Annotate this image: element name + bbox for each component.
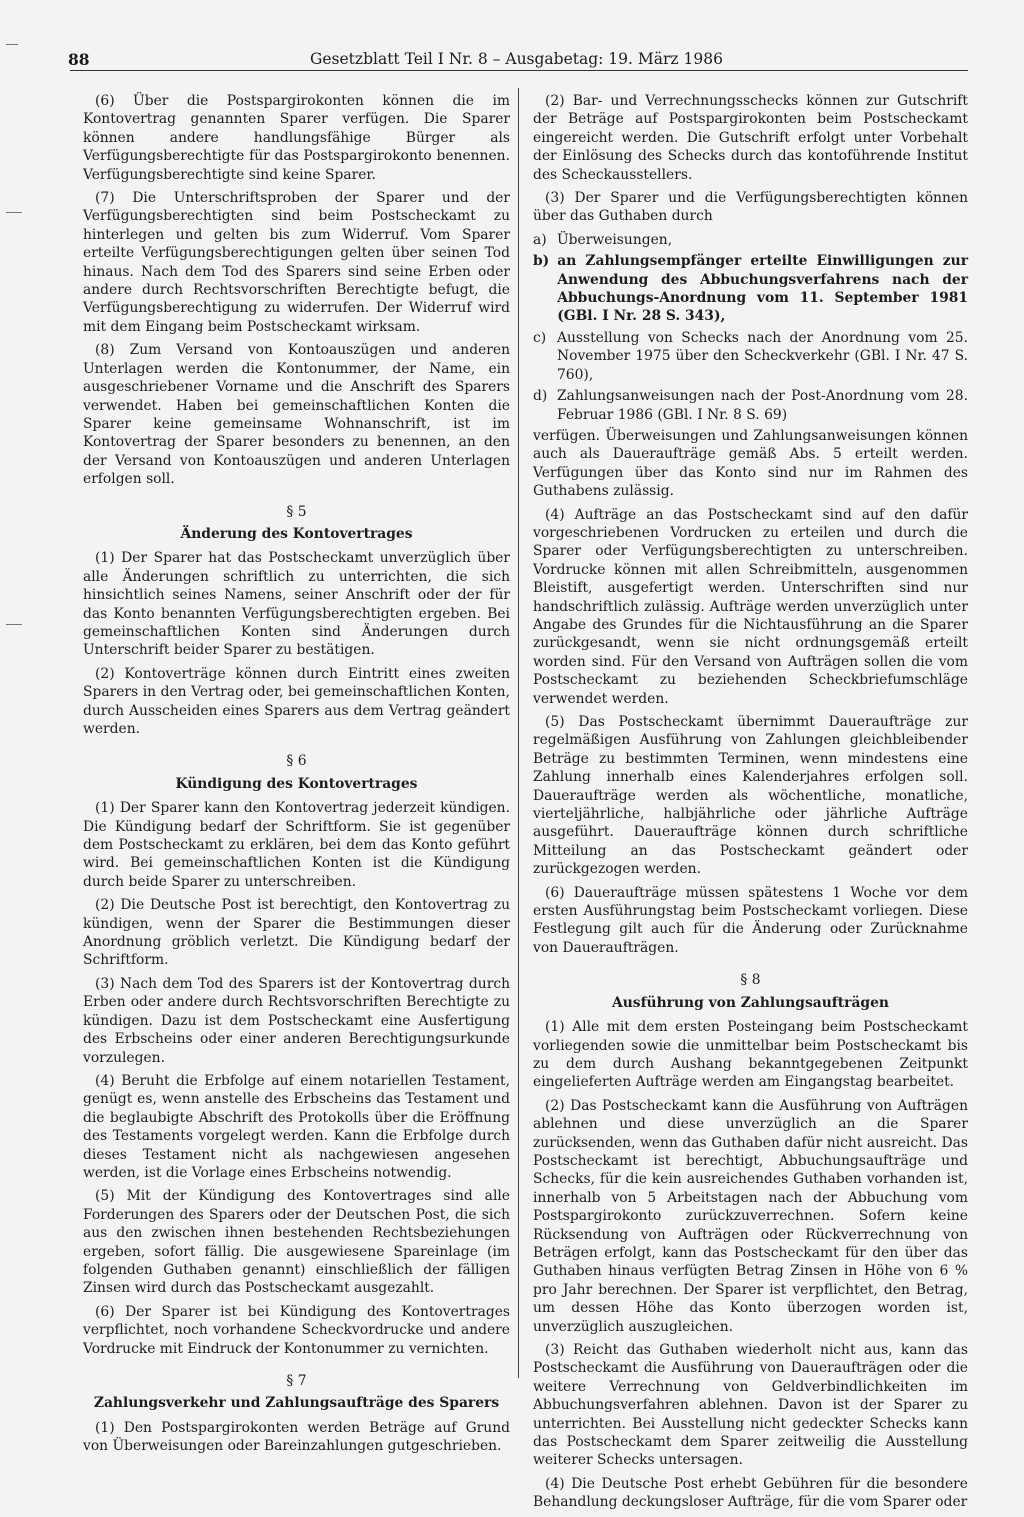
right-column (533, 92, 968, 1517)
paragraph: (3) Nach dem Tod des Sparers ist der Kontovertrag durch Erben oder andere durch Rechtsvorschriften Berechtigte zu kündigen. Dazu ist dem Postscheckamt eine Ausfertigung des Erbscheins oder einer anderen Berechtigungsurkunde vorzulegen. (83, 975, 510, 1066)
list-label: a) (533, 231, 547, 248)
page-header (68, 50, 968, 72)
section-title: Zahlungsverkehr und Zahlungsaufträge des Sparers (93, 1395, 500, 1412)
section-title: Änderung des Kontovertrages (180, 525, 413, 542)
margin-mark (6, 212, 22, 213)
section-number: § 8 (740, 972, 761, 989)
margin-mark (6, 624, 22, 625)
paragraph: (3) Reicht das Guthaben wiederholt nicht aus, kann das Postscheckamt die Ausführung von Daueraufträgen oder die weitere Verrechnung von Geldverbindlichkeiten im Abbuchungsverfahren ablehnen. Davon ist der Sparer zu unterrichten. Bei Ausstellung nicht gedeckter Schecks kann das Postscheckamt dem Sparer zeitweilig die Ausstellung weiterer Schecks untersagen. (533, 1342, 968, 1469)
column-divider (518, 88, 519, 1378)
paragraph: (6) Daueraufträge müssen spätestens 1 Woche vor dem ersten Ausführungstag beim Postscheckamt vorliegen. Diese Festlegung gilt auch für die Änderung oder Zurücknahme von Daueraufträgen. (533, 884, 968, 956)
section-number: § 5 (286, 503, 307, 520)
paragraph: (4) Die Deutsche Post erhebt Gebühren für die besondere Behandlung deckungsloser Aufträge, für die vom Sparer oder (533, 1475, 968, 1511)
paragraph: (6) Der Sparer ist bei Kündigung des Kontovertrages verpflichtet, noch vorhandene Scheckvordrucke und andere Vordrucke mit Eindruck der Kontonummer zu vernichten. (83, 1303, 510, 1357)
paragraph: (1) Alle mit dem ersten Posteingang beim Postscheckamt vorliegenden sowie die unmittelbar beim Postscheckamt bis zu dem durch Aushang bekanntgegebenen Zeitpunkt eingelieferten Aufträge werden am Eingangstag bearbeitet. (533, 1019, 968, 1091)
list-text: Ausstellung von Schecks nach der Anordnung vom 25. November 1975 über den Scheckverkehr (GBl. I Nr. 47 S. 760), (557, 329, 968, 383)
paragraph: (1) Der Sparer hat das Postscheckamt unverzüglich über alle Änderungen schriftlich zu unterrichten, die sich hinsichtlich seines Namens, seiner Anschrift oder der für das Konto benannten Verfügungsberechtigten ergeben. Bei gemeinschaftlichen Konten sind Änderungen durch Unterschrift beider Sparer zu bestätigen. (83, 550, 510, 659)
paragraph: (2) Kontoverträge können durch Eintritt eines zweiten Sparers in den Vertrag oder, bei gemeinschaftlichen Konten, durch Ausscheiden eines Sparers aus dem Vertrag geändert werden. (83, 665, 510, 737)
list-text: an Zahlungsempfänger erteilte Einwilligungen zur Anwendung des Abbuchungsverfahrens nach der Abbuchungs-Anordnung vom 11. September 1981 (GBl. I Nr. 28 S. 343), (557, 253, 968, 325)
paragraph: (2) Die Deutsche Post ist berechtigt, den Kontovertrag zu kündigen, wenn der Sparer die Bestimmungen dieser Anordnung gröblich verletzt. Die Kündigung bedarf der Schriftform. (83, 897, 510, 969)
paragraph: (4) Beruht die Erbfolge auf einem notariellen Testament, genügt es, wenn anstelle des Erbscheins das Testament und die beglaubigte Abschrift des Protokolls über die Eröffnung des Testaments vorgelegt werden. Kann die Erbfolge durch dieses Testament nicht als nachgewiesen angesehen werden, ist die Vorlage eines Erbscheins notwendig. (83, 1072, 510, 1181)
section-title: Ausführung von Zahlungsaufträgen (612, 994, 889, 1011)
list-item (533, 252, 968, 326)
list-label: d) (533, 388, 548, 405)
header-title: Gesetzblatt Teil I Nr. 8 – Ausgabetag: 19. März 1986 (310, 50, 723, 68)
list-label: b) (533, 253, 550, 270)
header-rule (70, 70, 968, 71)
paragraph: (4) Aufträge an das Postscheckamt sind auf den dafür vorgeschriebenen Vordrucken zu erteilen und durch die Sparer oder Verfügungsberechtigten zu unterschreiben. Vordrucke können mit allen Schreibmitteln, ausgenommen Bleistift, ausgefertigt werden. Unterschriften sind nur handschriftlich zulässig. Aufträge werden unverzüglich unter Angabe des Grundes für die Nichtausführung an die Sparer zurückgesandt, wenn sie nicht ordnungsgemäß erteilt worden sind. Für den Versand von Aufträgen sollen die vom Postscheckamt zu beziehenden Scheckbriefumschläge verwendet werden. (533, 506, 968, 707)
paragraph: (1) Der Sparer kann den Kontovertrag jederzeit kündigen. Die Kündigung bedarf der Schriftform. Sie ist gegenüber dem Postscheckamt zu erklären, bei dem das Konto geführt wird. Bei gemeinschaftlichen Konten ist die Kündigung durch beide Sparer zu unterschreiben. (83, 800, 510, 890)
section-number: § 6 (286, 753, 307, 770)
paragraph: (2) Bar- und Verrechnungsschecks können zur Gutschrift der Beträge auf Postspargirokonten beim Postscheckamt eingereicht werden. Die Gutschrift erfolgt unter Vorbehalt der Einlösung des Schecks durch das kontoführende Institut des Scheckausstellers. (533, 93, 968, 183)
paragraph: (8) Zum Versand von Kontoauszügen und anderen Unterlagen werden die Kontonummer, der Name, ein ausgeschriebener Vorname und die Anschrift des Sparers verwendet. Haben bei gemeinschaftlichen Konten die Sparer keine gemeinsame Wohnanschrift, ist im Kontovertrag der Sparer besonders zu benennen, an den der Versand von Kontoauszügen und anderen Unterlagen erfolgen soll. (83, 342, 510, 488)
section-number: § 7 (286, 1373, 307, 1389)
paragraph: (5) Das Postscheckamt übernimmt Daueraufträge zur regelmäßigen Ausführung von Zahlungen gleichbleibender Beträge zu bestimmten Terminen, wenn mindestens eine Zahlung innerhalb eines Kalenderjahres erfolgen soll. Daueraufträge werden als wöchentliche, monatliche, vierteljährliche, halbjährliche oder jährliche Aufträge ausgeführt. Daueraufträge können durch schriftliche Mitteilung an das Postscheckamt geändert oder zurückgezogen werden. (533, 714, 968, 878)
paragraph: (7) Die Unterschriftsproben der Sparer und der Verfügungsberechtigten sind beim Postscheckamt zu hinterlegen und gelten bis zum Widerruf. Vom Sparer erteilte Verfügungsberechtigungen gelten über seinen Tod hinaus. Nach dem Tod des Sparers sind seine Erben oder andere durch Rechtsvorschriften Berechtigte befugt, die Verfügungsberechtigung zu widerrufen. Der Widerruf wird mit dem Eingang beim Postscheckamt wirksam. (83, 190, 510, 335)
list-item (533, 231, 968, 249)
paragraph: (5) Mit der Kündigung des Kontovertrages sind alle Forderungen des Sparers oder der Deutschen Post, die sich aus den zwischen ihnen bestehenden Rechtsbeziehungen ergeben, sofort fällig. Die ausgewiesene Spareinlage (im folgenden Guthaben genannt) einschließlich der fälligen Zinsen wird durch das Postscheckamt ausgezahlt. (83, 1188, 510, 1297)
list-text: Zahlungsanweisungen nach der Post-Anordnung vom 28. Februar 1986 (GBl. I Nr. 8 S. 69) (557, 388, 968, 423)
paragraph: (1) Den Postspargirokonten werden Beträge auf Grund von Überweisungen oder Bareinzahlungen gutgeschrieben. (83, 1419, 510, 1455)
list-item (533, 387, 968, 424)
list-item (533, 329, 968, 384)
left-column (83, 92, 510, 1461)
paragraph: (2) Das Postscheckamt kann die Ausführung von Aufträgen ablehnen und diese unverzüglich an die Sparer zurücksenden, wenn das Guthaben dafür nicht ausreicht. Das Postscheckamt ist berechtigt, Abbuchungsaufträge und Schecks, für die kein ausreichendes Guthaben vorhanden ist, innerhalb von 5 Arbeitstagen nach der Abbuchung vom Postspargirokonto zurückzuverrechnen. Sofern keine Rücksendung von Aufträgen oder Rückverrechnung von Beträgen erfolgt, kann das Postscheckamt für den über das Guthaben hinaus verfügten Betrag Zinsen in Höhe von 6 % pro Jahr berechnen. Der Sparer ist verpflichtet, den Betrag, um dessen Höhe das Konto überzogen worden ist, unverzüglich auszugleichen. (533, 1097, 968, 1335)
page-number: 88 (68, 50, 90, 69)
margin-mark (6, 44, 18, 45)
list-text: Überweisungen, (557, 231, 673, 248)
list-label: c) (533, 329, 547, 346)
paragraph: (3) Der Sparer und die Verfügungsberechtigten können über das Guthaben durch (533, 190, 968, 225)
paragraph: (6) Über die Postspargirokonten können die im Kontovertrag genannten Sparer verfügen. Die Sparer können andere handlungsfähige Bürger als Verfügungsberechtigte für das Postspargirokonto benennen. Verfügungsberechtigte sind keine Sparer. (83, 93, 510, 183)
section-title: Kündigung des Kontovertrages (175, 775, 418, 792)
paragraph: verfügen. Überweisungen und Zahlungsanweisungen können auch als Daueraufträge gemäß Abs. 5 erteilt werden. Verfügungen über das Konto sind nur im Rahmen des Guthabens zulässig. (533, 427, 968, 500)
